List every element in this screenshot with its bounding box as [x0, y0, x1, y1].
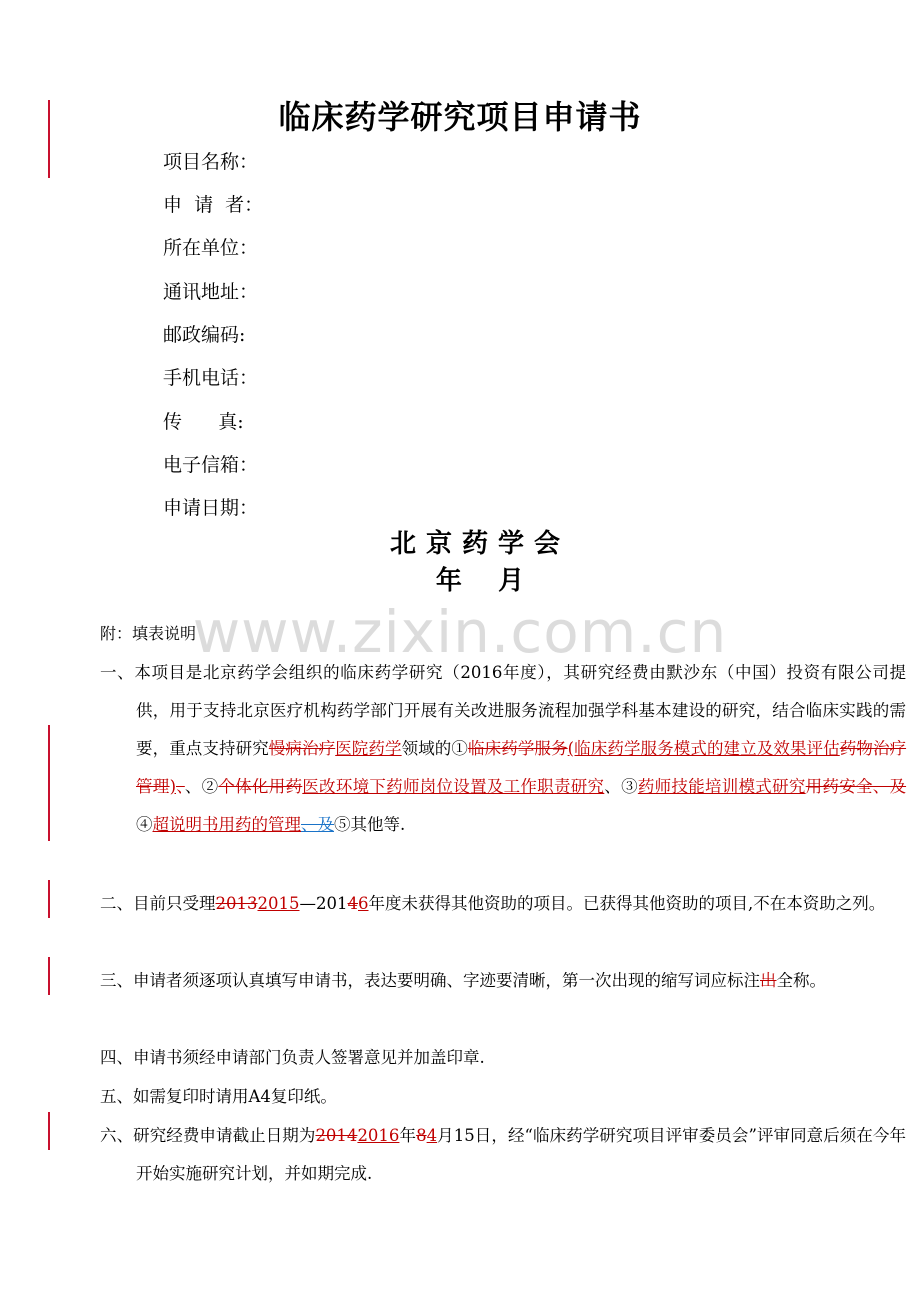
organization-name: 北京药学会	[389, 529, 570, 559]
deleted-text: 个体化用药	[218, 777, 303, 796]
deleted-text: 药物治疗管理	[136, 739, 907, 796]
deleted-text: 慢病治疗	[268, 739, 336, 758]
document-title: 临床药学研究项目申请书	[278, 98, 642, 136]
note-text: 、③	[604, 777, 638, 796]
deleted-text: 8	[416, 1126, 427, 1145]
inserted-text: 医改环境下药师岗位设置及工作职责研究	[302, 777, 605, 796]
note-item-5: 五、如需复印时请用A4复印纸。	[100, 1087, 337, 1106]
deleted-text: 用药安全、及	[805, 777, 907, 796]
note-text: 、②	[184, 777, 219, 796]
note-item-4: 四、申请书须经申请部门负责人签署意见并加盖印章.	[100, 1048, 485, 1067]
note-item-3	[100, 962, 906, 1000]
field-organization: 所在单位：	[163, 237, 259, 259]
field-fax: 传 真:	[163, 411, 244, 433]
note-item-6	[100, 1117, 906, 1193]
field-mobile: 手机电话：	[163, 367, 259, 389]
note-text: 年度未获得其他资助的项目。已获得其他资助的项目,不在本资助之列。	[368, 894, 886, 913]
field-email: 电子信箱：	[163, 454, 259, 476]
field-project-name: 项目名称：	[163, 151, 259, 173]
note-text: ④	[136, 815, 153, 834]
note-text: 年	[399, 1126, 417, 1145]
inserted-text: 药师技能培训模式研究	[637, 777, 806, 796]
note-text: 六、研究经费申请截止日期为	[100, 1126, 316, 1145]
inserted-text: 4	[426, 1126, 438, 1145]
year-month: 年 月	[435, 566, 525, 596]
note-item-1	[100, 654, 906, 844]
inserted-text: 、及	[301, 815, 334, 834]
field-date: 申请日期：	[163, 497, 259, 519]
deleted-text: 临床药学服务	[468, 739, 568, 758]
note-text: 三、申请者须逐项认真填写申请书，表达要明确、字迹要清晰，第一次出现的缩写词应标注	[100, 971, 760, 990]
deleted-text: 2013	[215, 894, 258, 913]
note-item-2	[100, 885, 906, 923]
note-text: 全称。	[776, 971, 826, 990]
notes-heading: 附：填表说明	[100, 624, 197, 643]
inserted-text: (临床药学服务模式的建立及效果评估	[567, 739, 840, 758]
inserted-text: )	[169, 777, 176, 796]
note-text: 二、目前只受理	[100, 894, 216, 913]
change-bar	[48, 880, 50, 918]
field-applicant: 申 请 者：	[163, 194, 264, 216]
note-text: —201	[299, 894, 348, 913]
inserted-text: 2015	[257, 894, 300, 913]
deleted-text: 出	[760, 971, 777, 990]
inserted-text: 医院药学	[335, 739, 402, 758]
note-text: 一、本项目是北京药学会组织的临床药学研究（2016年度），其研究经费由默沙东（中国）投资有限公司提供，用于支持北京医疗机构药学部门开展有关改进服务流程加强学科基本建设的研究，结合临床实践的需要，重点支持研究	[100, 663, 906, 758]
deleted-text: 2014	[315, 1126, 358, 1145]
change-bar	[48, 957, 50, 995]
field-address: 通讯地址：	[163, 281, 259, 303]
watermark: www.zixin.com.cn	[192, 598, 728, 666]
note-text: 领域的①	[401, 739, 469, 758]
note-text: 月15日，经“临床药学研究项目评审委员会”评审同意后须在今年开始实施研究计划，并如期完成.	[136, 1126, 907, 1183]
change-bar	[48, 1112, 50, 1150]
deleted-text: 4	[347, 894, 358, 913]
inserted-text: 6	[358, 894, 369, 913]
inserted-text: 超说明书用药的管理	[152, 815, 301, 834]
field-postcode: 邮政编码:	[163, 324, 246, 346]
note-text: ⑤其他等.	[334, 815, 406, 834]
inserted-text: 2016	[357, 1126, 400, 1145]
change-bar	[48, 725, 50, 841]
deleted-text: 、	[176, 777, 185, 796]
